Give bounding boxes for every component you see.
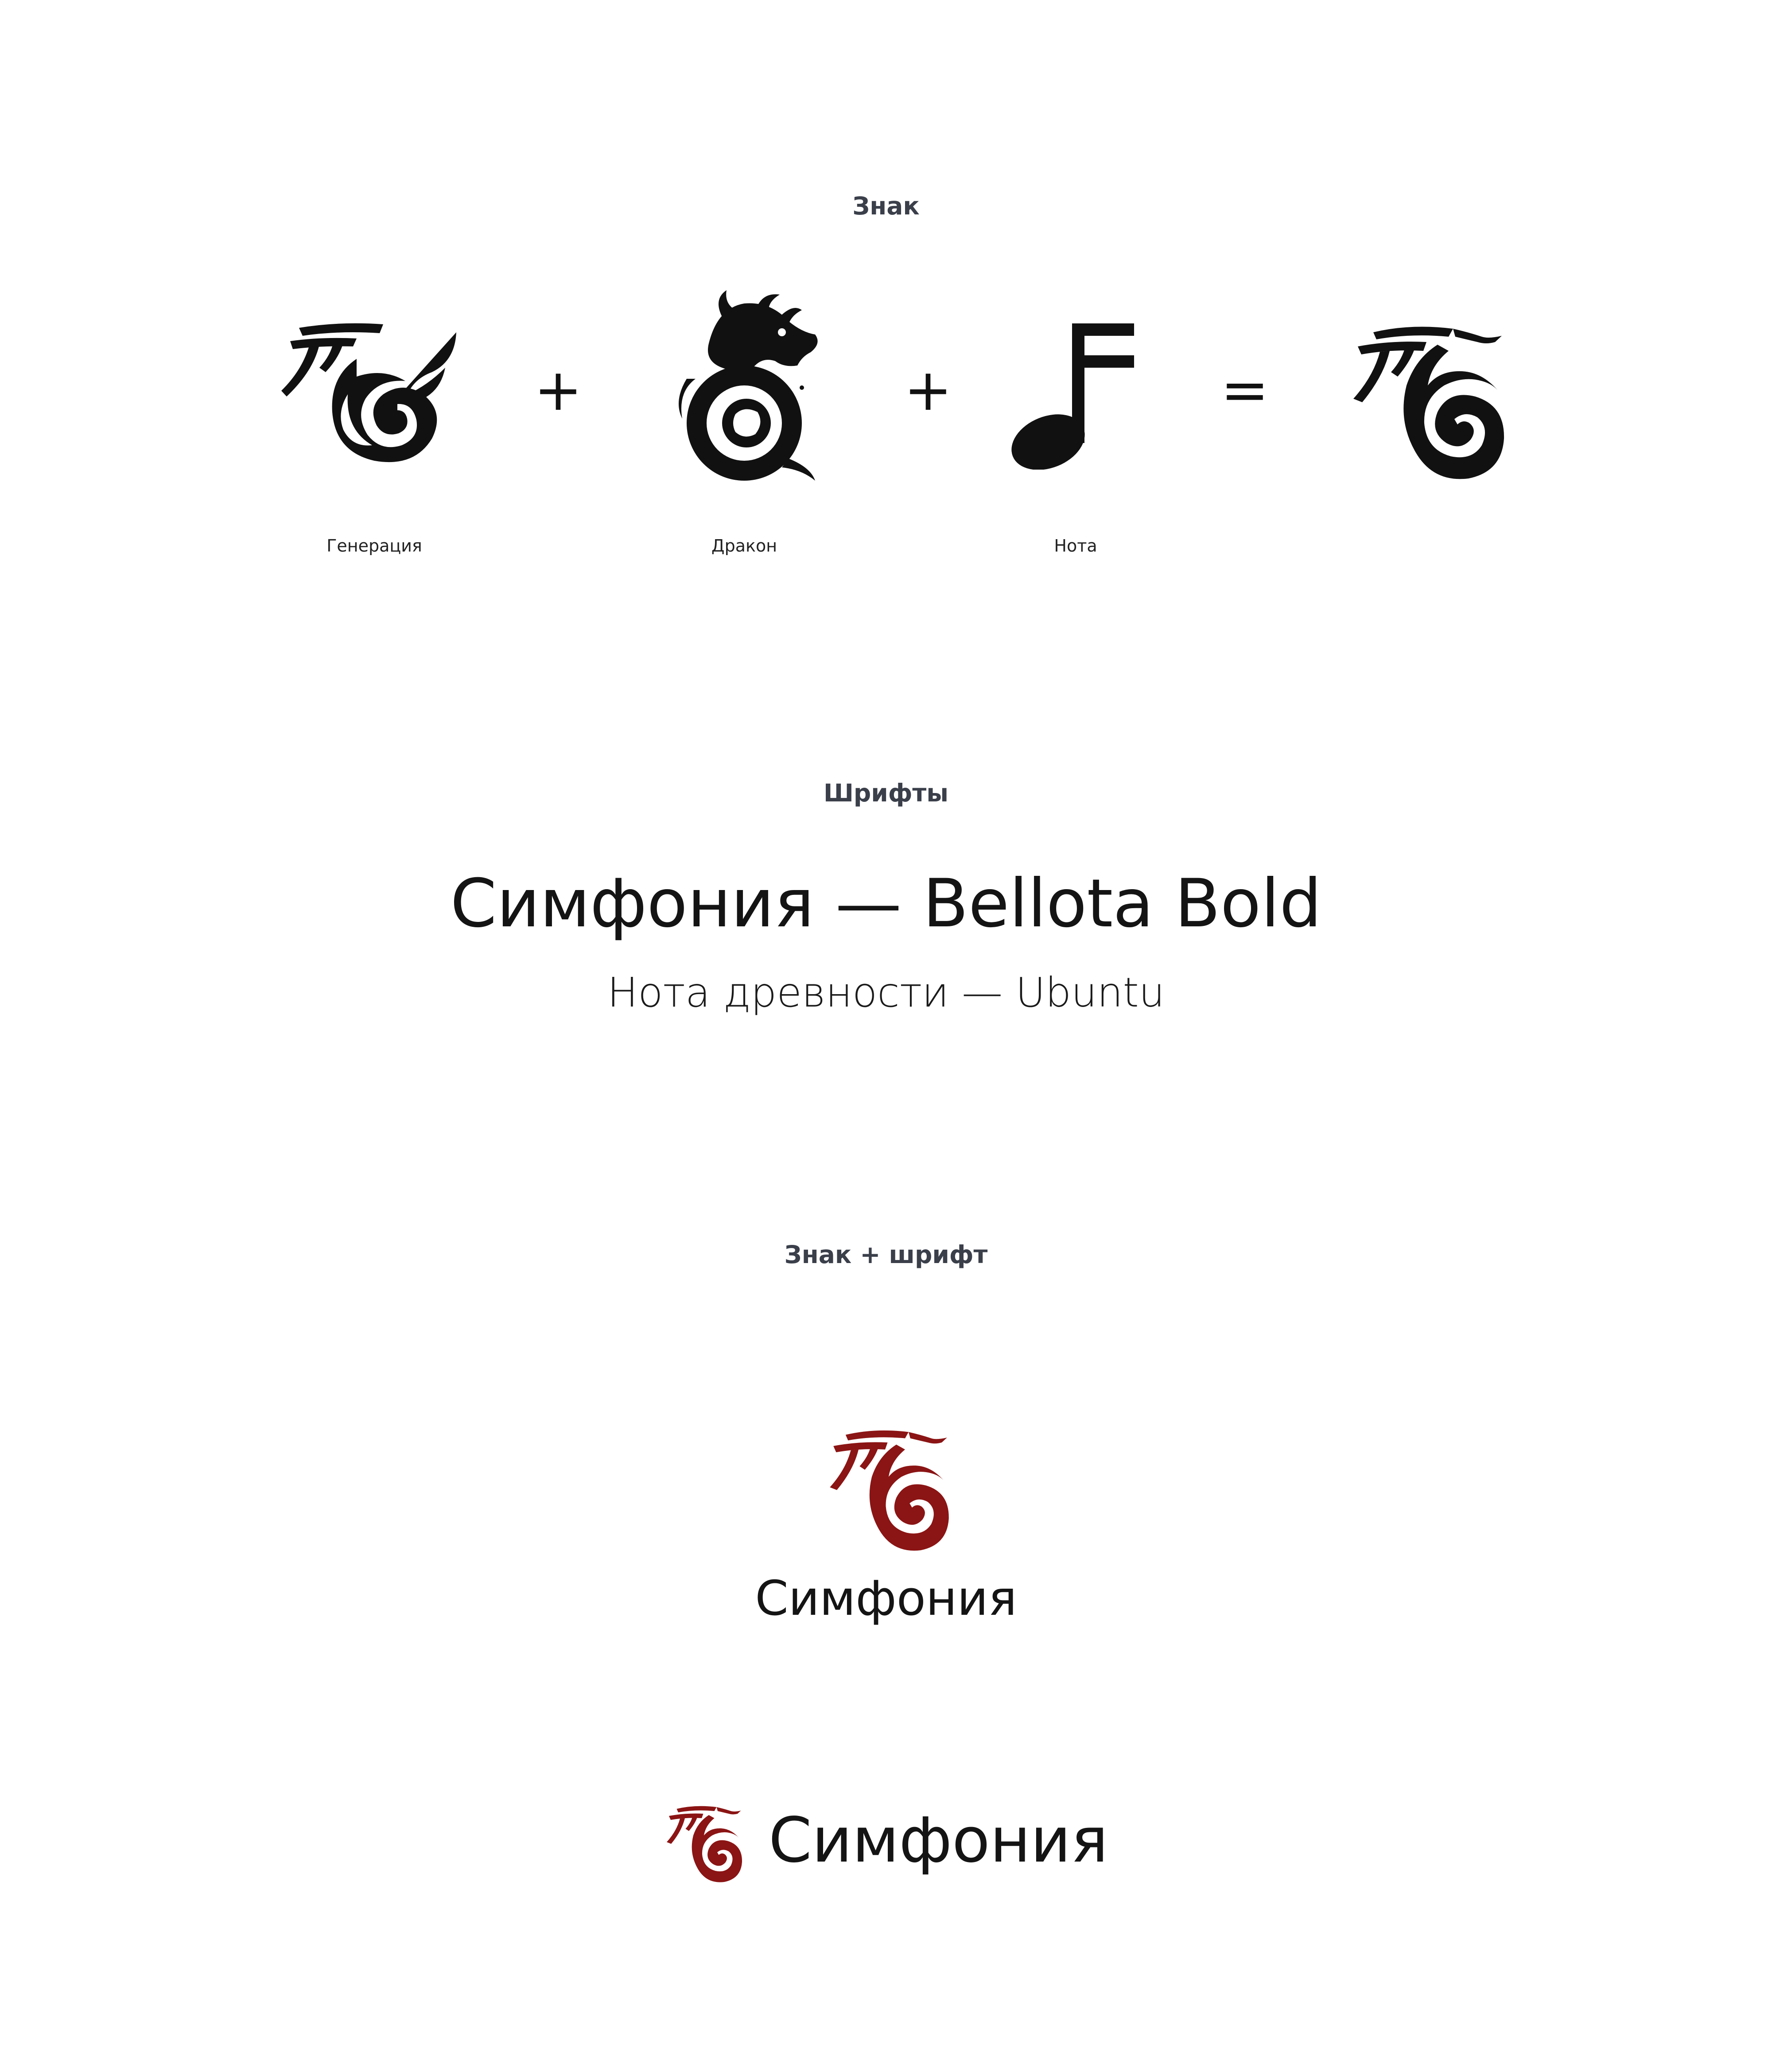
section-title-fonts: Шрифты bbox=[823, 779, 949, 807]
section-title-combo: Знак + шрифт bbox=[784, 1240, 988, 1269]
font-sample-secondary: Нота древности — Ubuntu bbox=[607, 969, 1165, 1016]
equals-operator: = bbox=[1220, 356, 1269, 424]
caption-note: Нота bbox=[1054, 536, 1097, 556]
caption-dragon: Дракон bbox=[711, 536, 777, 556]
plus-operator-2: + bbox=[904, 356, 952, 424]
generation-glyph-icon bbox=[281, 319, 463, 470]
dragon-icon bbox=[669, 290, 828, 485]
wordmark-vertical: Симфония bbox=[755, 1571, 1017, 1626]
music-note-icon bbox=[1010, 323, 1139, 470]
logo-vertical-icon bbox=[826, 1424, 952, 1557]
caption-generation: Генерация bbox=[326, 536, 422, 556]
section-title-sign: Знак bbox=[852, 192, 920, 220]
logo-horizontal-icon bbox=[664, 1802, 744, 1886]
plus-operator-1: + bbox=[534, 356, 583, 424]
font-sample-primary: Симфония — Bellota Bold bbox=[450, 865, 1322, 942]
symphony-logo-icon bbox=[1349, 319, 1508, 487]
wordmark-horizontal: Симфония bbox=[769, 1804, 1108, 1877]
